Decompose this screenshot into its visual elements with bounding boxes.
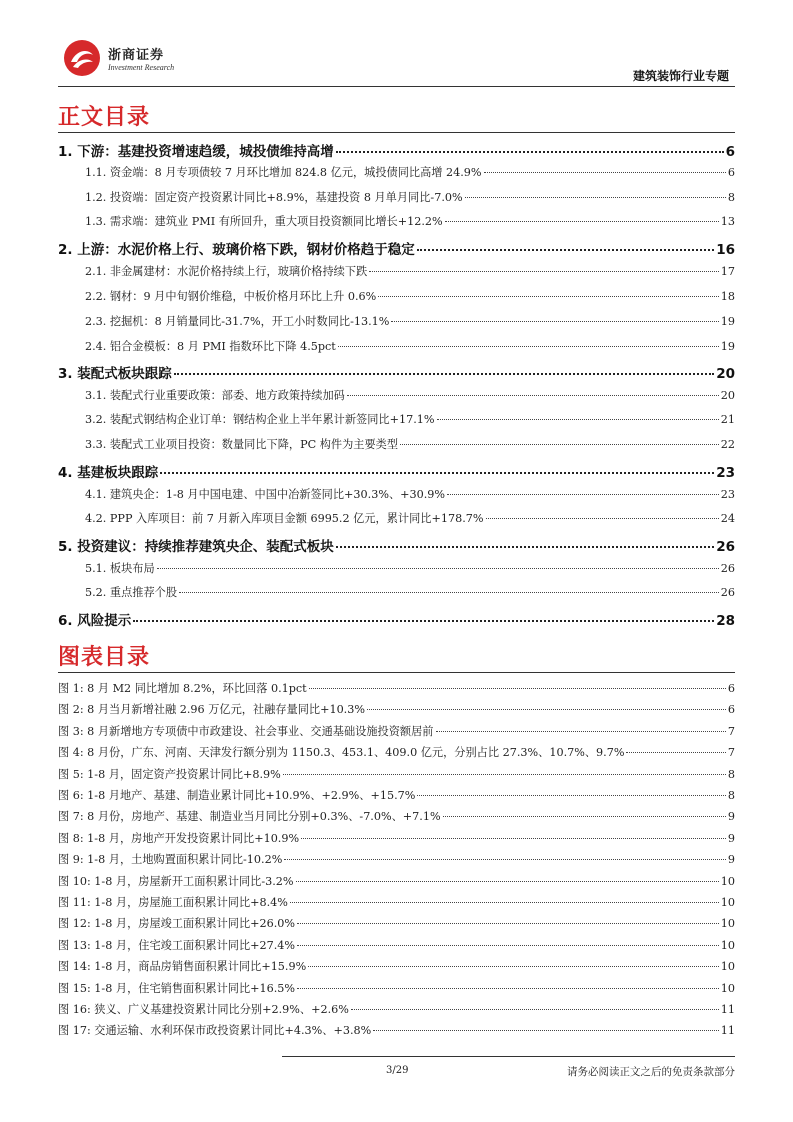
figure-leader-dots xyxy=(626,752,725,753)
figure-entry-page: 7 xyxy=(727,724,735,738)
toc-entry-page: 19 xyxy=(720,340,735,353)
figure-entry-text: 图 3: 8 月新增地方专项债中市政建设、社会事业、交通基础设施投资额居前 xyxy=(58,724,434,738)
header-divider xyxy=(58,86,735,87)
toc-entry-text: 2.1. 非金属建材：水泥价格持续上行，玻璃价格持续下跌 xyxy=(85,265,368,278)
toc-leader-dots xyxy=(391,321,718,322)
toc-section-entry[interactable] xyxy=(0,387,735,403)
toc-entry-page: 21 xyxy=(720,413,735,426)
figure-entry-text: 图 1: 8 月 M2 同比增加 8.2%，环比回落 0.1pct xyxy=(58,682,307,695)
toc-entry-text: 1.2. 投资端：固定资产投资累计同比+8.9%，基建投资 8 月单月同比-7.0% xyxy=(85,191,463,204)
toc-section-entry[interactable] xyxy=(0,584,735,600)
toc-entry-page: 6 xyxy=(727,166,735,179)
toc-entry-page: 26 xyxy=(716,539,735,555)
toc-entry-text: 2.4. 铝合金模板：8 月 PMI 指数环比下降 4.5pct xyxy=(85,340,336,353)
toc-title: 正文目录 xyxy=(58,105,151,130)
toc-entry-text: 5. 投资建议：持续推荐建筑央企、装配式板块 xyxy=(58,539,334,555)
figure-entry-text: 图 16: 狭义、广义基建投资累计同比分别+2.9%、+2.6% xyxy=(58,1003,349,1016)
toc-entry-page: 8 xyxy=(727,191,735,204)
toc-chapter-entry[interactable] xyxy=(0,609,735,629)
toc-entry-page: 18 xyxy=(720,290,735,303)
toc-entry-text: 6. 风险提示 xyxy=(58,613,132,629)
toc-leader-dots xyxy=(133,620,714,622)
toc-entry-text: 3. 装配式板块跟踪 xyxy=(58,366,172,382)
figure-leader-dots xyxy=(367,709,726,710)
toc-entry-page: 28 xyxy=(716,613,735,629)
figure-entry-text: 图 12: 1-8 月，房屋竣工面积累计同比+26.0% xyxy=(58,917,296,931)
brand-logo-icon xyxy=(62,38,102,78)
toc-leader-dots xyxy=(336,151,724,153)
figure-entry-page: 10 xyxy=(720,981,735,995)
figure-entry[interactable] xyxy=(0,915,735,931)
figure-entry-text: 图 14: 1-8 月，商品房销售面积累计同比+15.9% xyxy=(58,960,307,974)
toc-entry-text: 3.2. 装配式钢结构企业订单：钢结构企业上半年累计新签同比+17.1% xyxy=(85,413,435,426)
toc-entry-page: 24 xyxy=(720,512,735,525)
toc-section-entry[interactable] xyxy=(0,510,735,526)
figure-entry[interactable] xyxy=(0,894,735,910)
figure-entry-text: 图 4: 8 月份，广东、河南、天津发行额分别为 1150.3、453.1、409.0 亿元，分别占比 27.3%、10.7%、9.7% xyxy=(58,746,625,760)
toc-entry-text: 2.2. 钢材：9 月中旬钢价维稳，中板价格月环比上升 0.6% xyxy=(85,290,377,303)
figure-leader-dots xyxy=(308,966,719,967)
figure-entry[interactable] xyxy=(0,766,735,782)
toc-entry-text: 4.2. PPP 入库项目：前 7 月新入库项目金额 6995.2 亿元，累计同比+178.7% xyxy=(85,512,484,525)
toc-leader-dots xyxy=(347,395,719,396)
footer-disclaimer: 请务必阅读正文之后的免责条款部分 xyxy=(567,1066,735,1078)
figure-leader-dots xyxy=(309,688,726,689)
figure-leader-dots xyxy=(373,1030,718,1031)
toc-entry-text: 4.1. 建筑央企：1-8 月中国电建、中国中冶新签同比+30.3%、+30.9% xyxy=(85,488,446,501)
toc-leader-dots xyxy=(338,346,719,347)
figure-entry-page: 7 xyxy=(727,746,735,760)
brand-subtitle: Investment Research xyxy=(108,63,175,72)
figure-entry-page: 10 xyxy=(720,874,735,888)
toc-section-entry[interactable] xyxy=(0,436,735,452)
toc-entry-text: 4. 基建板块跟踪 xyxy=(58,465,159,481)
toc-entry-text: 3.1. 装配式行业重要政策：部委、地方政策持续加码 xyxy=(85,389,345,402)
toc-chapter-entry[interactable] xyxy=(0,535,735,555)
toc-entry-page: 22 xyxy=(720,438,735,451)
toc-leader-dots xyxy=(174,373,714,375)
figure-leader-dots xyxy=(297,923,719,924)
figure-leader-dots xyxy=(443,816,726,817)
figure-entry-page: 10 xyxy=(720,896,735,909)
figure-leader-dots xyxy=(297,945,719,946)
toc-section-entry[interactable] xyxy=(0,486,735,502)
figure-entry-page: 9 xyxy=(727,831,735,845)
figure-entry-text: 图 13: 1-8 月，住宅竣工面积累计同比+27.4% xyxy=(58,938,296,952)
toc-section-entry[interactable] xyxy=(0,338,735,354)
figure-entry-page: 9 xyxy=(727,853,735,867)
brand-name: 浙商证券 xyxy=(108,48,165,63)
figure-entry-page: 10 xyxy=(720,917,735,931)
toc-entry-page: 13 xyxy=(720,215,735,228)
figure-entry-page: 10 xyxy=(720,960,735,974)
figure-entry[interactable] xyxy=(0,873,735,889)
toc-leader-dots xyxy=(445,221,719,222)
toc-entry-page: 16 xyxy=(716,242,735,258)
figure-entry-page: 6 xyxy=(727,682,735,695)
toc-leader-dots xyxy=(400,444,719,445)
toc-leader-dots xyxy=(484,172,726,173)
page-number: 3/29 xyxy=(386,1065,409,1076)
figure-entry-page: 8 xyxy=(727,767,735,781)
figure-entry-page: 9 xyxy=(727,810,735,824)
figure-entry[interactable] xyxy=(0,1022,735,1038)
figure-entry-page: 11 xyxy=(720,1003,735,1016)
toc-chapter-entry[interactable] xyxy=(0,362,735,382)
toc-section-entry[interactable] xyxy=(0,213,735,229)
figure-leader-dots xyxy=(301,838,726,839)
figure-leader-dots xyxy=(297,988,719,989)
toc-entry-page: 26 xyxy=(720,562,735,575)
toc-chapter-entry[interactable] xyxy=(0,238,735,258)
figure-entry[interactable] xyxy=(0,787,735,803)
toc-entry-text: 1. 下游：基建投资增速趋缓，城投债维持高增 xyxy=(58,144,334,160)
toc-section-entry[interactable] xyxy=(0,164,735,180)
toc-entry-page: 20 xyxy=(720,389,735,402)
figure-leader-dots xyxy=(351,1009,719,1010)
figure-entry[interactable] xyxy=(0,830,735,846)
footer-divider xyxy=(282,1056,735,1057)
figure-entry-text: 图 17: 交通运输、水利环保市政投资累计同比+4.3%、+3.8% xyxy=(58,1024,372,1038)
figure-entry-text: 图 7: 8 月份，房地产、基建、制造业当月同比分别+0.3%、-7.0%、+7.1% xyxy=(58,810,441,824)
toc-leader-dots xyxy=(160,472,714,474)
figure-leader-dots xyxy=(284,859,726,860)
figure-entry-text: 图 8: 1-8 月，房地产开发投资累计同比+10.9% xyxy=(58,831,300,845)
figure-entry[interactable] xyxy=(0,851,735,867)
toc-leader-dots xyxy=(336,546,714,548)
toc-entry-page: 26 xyxy=(720,586,735,599)
toc-leader-dots xyxy=(465,197,726,198)
toc-section-entry[interactable] xyxy=(0,411,735,427)
toc-leader-dots xyxy=(447,494,719,495)
toc-entry-text: 1.3. 需求端：建筑业 PMI 有所回升，重大项目投资额同比增长+12.2% xyxy=(85,215,443,228)
figure-entry-page: 11 xyxy=(720,1024,735,1038)
figure-entry-page: 8 xyxy=(727,789,735,802)
figure-entry-text: 图 15: 1-8 月，住宅销售面积累计同比+16.5% xyxy=(58,981,296,995)
toc-leader-dots xyxy=(437,419,719,420)
figure-leader-dots xyxy=(283,774,726,775)
figure-entry[interactable] xyxy=(0,937,735,953)
figure-entry[interactable] xyxy=(0,701,735,717)
figure-entry[interactable] xyxy=(0,980,735,996)
figure-entry-text: 图 6: 1-8 月地产、基建、制造业累计同比+10.9%、+2.9%、+15.7% xyxy=(58,789,416,802)
figure-leader-dots xyxy=(417,795,725,796)
toc-entry-text: 2. 上游：水泥价格上行、玻璃价格下跌，钢材价格趋于稳定 xyxy=(58,242,415,258)
figure-entry[interactable] xyxy=(0,723,735,739)
figure-leader-dots xyxy=(290,902,719,903)
toc-section-entry[interactable] xyxy=(0,560,735,576)
toc-section-entry[interactable] xyxy=(0,263,735,279)
toc-entry-text: 5.2. 重点推荐个股 xyxy=(85,586,178,599)
toc-section-entry[interactable] xyxy=(0,313,735,329)
figures-title: 图表目录 xyxy=(58,645,151,670)
figure-entry-text: 图 11: 1-8 月，房屋施工面积累计同比+8.4% xyxy=(58,896,288,909)
figure-entry[interactable] xyxy=(0,808,735,824)
toc-leader-dots xyxy=(378,296,718,297)
figure-entry[interactable] xyxy=(0,680,735,696)
toc-chapter-entry[interactable] xyxy=(0,140,735,160)
toc-entry-page: 23 xyxy=(720,488,735,501)
figure-entry[interactable] xyxy=(0,958,735,974)
toc-entry-text: 1.1. 资金端：8 月专项债较 7 月环比增加 824.8 亿元，城投债同比高增 24.9% xyxy=(85,166,482,179)
toc-entry-page: 6 xyxy=(725,144,735,160)
figure-entry[interactable] xyxy=(0,1001,735,1017)
figure-leader-dots xyxy=(436,731,726,732)
toc-entry-text: 5.1. 板块布局 xyxy=(85,562,155,575)
toc-leader-dots xyxy=(369,271,719,272)
figure-entry-text: 图 5: 1-8 月，固定资产投资累计同比+8.9% xyxy=(58,767,281,781)
figure-entry-page: 6 xyxy=(727,703,735,717)
figure-leader-dots xyxy=(296,881,719,882)
figure-entry-text: 图 2: 8 月当月新增社融 2.96 万亿元，社融存量同比+10.3% xyxy=(58,703,365,717)
figure-entry[interactable] xyxy=(0,744,735,760)
figures-divider xyxy=(58,672,735,673)
toc-leader-dots xyxy=(486,518,719,519)
toc-chapter-entry[interactable] xyxy=(0,461,735,481)
toc-entry-page: 17 xyxy=(720,265,735,278)
toc-leader-dots xyxy=(157,568,719,569)
figure-entry-text: 图 9: 1-8 月，土地购置面积累计同比-10.2% xyxy=(58,853,283,867)
toc-leader-dots xyxy=(417,249,714,251)
toc-section-entry[interactable] xyxy=(0,288,735,304)
figure-entry-text: 图 10: 1-8 月，房屋新开工面积累计同比-3.2% xyxy=(58,874,294,888)
toc-entry-text: 2.3. 挖掘机：8 月销量同比-31.7%，开工小时数同比-13.1% xyxy=(85,315,390,328)
toc-leader-dots xyxy=(179,592,719,593)
toc-section-entry[interactable] xyxy=(0,189,735,205)
toc-divider xyxy=(58,132,735,133)
report-type: 建筑装饰行业专题 xyxy=(632,69,729,83)
figure-entry-page: 10 xyxy=(720,938,735,952)
toc-entry-text: 3.3. 装配式工业项目投资：数量同比下降，PC 构件为主要类型 xyxy=(85,438,399,451)
toc-entry-page: 23 xyxy=(716,465,735,481)
toc-entry-page: 20 xyxy=(716,366,735,382)
toc-entry-page: 19 xyxy=(720,315,735,328)
